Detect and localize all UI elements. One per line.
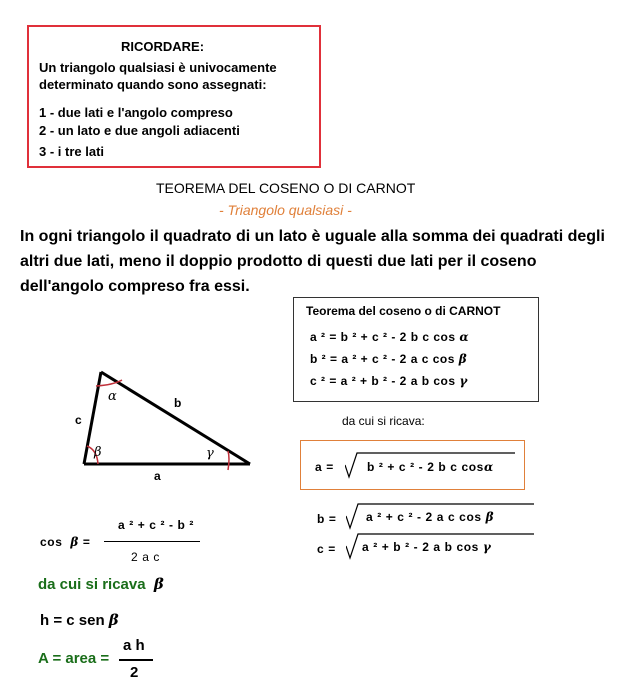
side-a-label: a bbox=[154, 469, 161, 480]
carnot-box-title: Teorema del coseno o di CARNOT bbox=[306, 304, 501, 318]
side-b-label: b bbox=[174, 396, 182, 410]
cos-beta-denominator: 2 a c bbox=[131, 550, 161, 564]
ricordare-item2: 2 - un lato e due angoli adiacenti bbox=[39, 123, 240, 138]
formula-c-radicand: a ² + b ² - 2 a b cos γ bbox=[362, 540, 492, 554]
area-denominator: 2 bbox=[130, 664, 139, 681]
cos-beta-lhs: cos β = bbox=[40, 535, 91, 549]
paragraph-line3: dell'angolo compreso fra essi. bbox=[20, 278, 250, 295]
angle-alpha-label: α bbox=[108, 389, 117, 404]
area-fraction-bar bbox=[119, 659, 153, 661]
side-b-line bbox=[101, 372, 250, 464]
side-c-label: c bbox=[75, 413, 82, 427]
ricordare-item3: 3 - i tre lati bbox=[39, 144, 105, 159]
ricordare-line2: determinato quando sono assegnati: bbox=[39, 77, 267, 92]
ricordare-line1: Un triangolo qualsiasi è univocamente bbox=[39, 60, 277, 75]
theorem-subtitle: - Triangolo qualsiasi - bbox=[219, 202, 352, 218]
area-numerator: a h bbox=[123, 637, 145, 654]
carnot-eq-c: c ² = a ² + b ² - 2 a b cos γ bbox=[310, 374, 468, 388]
cos-beta-fraction-bar bbox=[104, 541, 200, 542]
formula-a-lhs: a = bbox=[315, 460, 334, 474]
carnot-box bbox=[293, 297, 539, 402]
formula-b-radicand: a ² + c ² - 2 a c cos β bbox=[366, 510, 495, 524]
gamma-arc bbox=[228, 451, 229, 470]
paragraph-line1: In ogni triangolo il quadrato di un lato è uguale alla somma dei quadrati degli bbox=[20, 228, 605, 245]
cos-beta-numerator: a ² + c ² - b ² bbox=[118, 518, 195, 532]
paragraph-line2: altri due lati, meno il doppio prodotto di questi due lati per il coseno bbox=[20, 253, 537, 270]
formula-a-radicand: b ² + c ² - 2 b c cosα bbox=[367, 460, 494, 474]
da-cui-label: da cui si ricava: bbox=[342, 414, 425, 428]
angle-beta-label: β bbox=[94, 445, 102, 460]
carnot-eq-a: a ² = b ² + c ² - 2 b c cos α bbox=[310, 330, 470, 344]
ricordare-title: RICORDARE: bbox=[121, 39, 205, 54]
ricava-beta: da cui si ricava β bbox=[38, 575, 164, 593]
ricordare-box bbox=[27, 25, 321, 168]
height-formula: h = c sen β bbox=[40, 611, 119, 629]
formula-b-lhs: b = bbox=[317, 512, 337, 526]
ricordare-item1: 1 - due lati e l'angolo compreso bbox=[39, 105, 233, 120]
triangle-diagram bbox=[70, 360, 270, 480]
area-lhs: A = area = bbox=[38, 650, 110, 667]
theorem-title: TEOREMA DEL COSENO O DI CARNOT bbox=[156, 180, 416, 196]
angle-gamma-label: γ bbox=[206, 446, 214, 461]
formula-a-box bbox=[300, 440, 525, 490]
formula-c-lhs: c = bbox=[317, 542, 336, 556]
carnot-eq-b: b ² = a ² + c ² - 2 a c cos β bbox=[310, 352, 468, 366]
